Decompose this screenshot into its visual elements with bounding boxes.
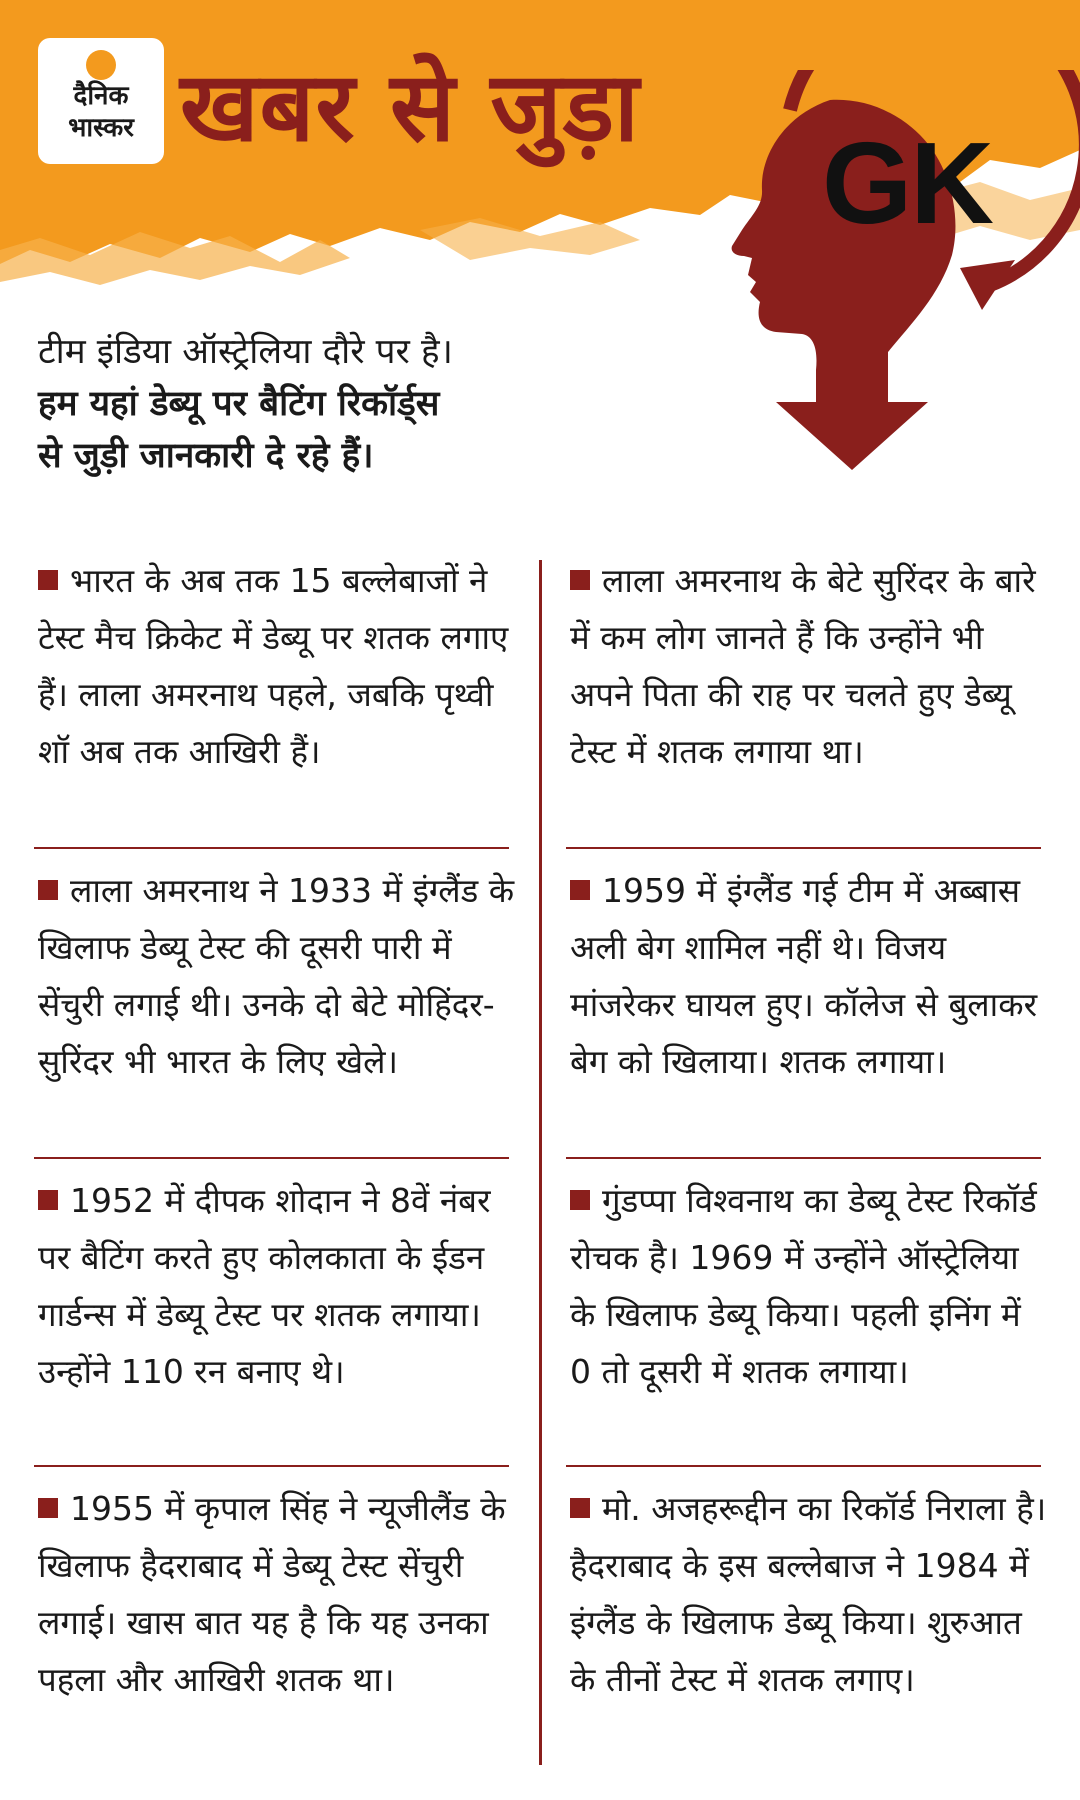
bullet-square-icon [570,1498,590,1518]
fact-text: गुंडप्पा विश्वनाथ का डेब्यू टेस्ट रिकॉर्ड रोचक है। 1969 में उन्होंने ऑस्ट्रेलिया के खिलाफ डेब्यू किया। पहली इनिंग में 0 तो दूसरी में शतक लगाया। [570,1181,1037,1391]
fact-separator [566,847,1041,849]
bullet-square-icon [38,880,58,900]
fact-left-1 [38,552,518,780]
fact-text: 1955 में कृपाल सिंह ने न्यूजीलैंड के खिलाफ हैदराबाद में डेब्यू टेस्ट सेंचुरी लगाई। खास बात यह है कि यह उनका पहला और आखिरी शतक था। [38,1489,506,1699]
fact-separator [566,1157,1041,1159]
intro-line-1: टीम इंडिया ऑस्ट्रेलिया दौरे पर है। [38,332,453,372]
fact-right-2 [570,862,1050,1090]
fact-separator [566,1465,1041,1467]
fact-separator [34,1157,509,1159]
fact-text: 1952 में दीपक शोदान ने 8वें नंबर पर बैटिंग करते हुए कोलकाता के ईडन गार्डन्स में डेब्यू टेस्ट पर शतक लगाया। उन्होंने 110 रन बनाए थे। [38,1181,491,1391]
fact-text: मो. अजहरूद्दीन का रिकॉर्ड निराला है। हैदराबाद के इस बल्लेबाज ने 1984 में इंग्लैंड के खिलाफ डेब्यू किया। शुरुआत के तीनों टेस्ट में शतक लगाए। [570,1489,1047,1699]
bullet-square-icon [38,570,58,590]
intro-text [38,326,598,482]
header-title: खबर से जुड़ा [180,51,640,163]
logo-sun-icon [86,50,116,80]
fact-separator [34,1465,509,1467]
bullet-square-icon [570,1190,590,1210]
fact-right-4 [570,1480,1050,1708]
fact-right-1 [570,552,1050,780]
column-divider [539,560,542,1765]
logo-text-line2: भास्कर [68,113,134,143]
bullet-square-icon [570,880,590,900]
fact-separator [34,847,509,849]
intro-line-3: से जुड़ी जानकारी दे रहे हैं। [38,436,374,476]
bullet-square-icon [38,1498,58,1518]
fact-left-4 [38,1480,518,1708]
dainik-bhaskar-logo [38,38,164,164]
fact-left-3 [38,1172,518,1400]
fact-left-2 [38,862,518,1090]
fact-text: लाला अमरनाथ के बेटे सुरिंदर के बारे में कम लोग जानते हैं कि उन्होंने भी अपने पिता की राह पर चलते हुए डेब्यू टेस्ट में शतक लगाया था। [570,561,1036,771]
fact-text: 1959 में इंग्लैंड गई टीम में अब्बास अली बेग शामिल नहीं थे। विजय मांजरेकर घायल हुए। कॉलेज से बुलाकर बेग को खिलाया। शतक लगाया। [570,871,1038,1081]
gk-badge: GK [822,118,992,248]
fact-right-3 [570,1172,1050,1400]
fact-text: लाला अमरनाथ ने 1933 में इंग्लैंड के खिलाफ डेब्यू टेस्ट की दूसरी पारी में सेंचुरी लगाई थी। उनके दो बेटे मोहिंदर-सुरिंदर भी भारत के लिए खेले। [38,871,515,1081]
fact-text: भारत के अब तक 15 बल्लेबाजों ने टेस्ट मैच क्रिकेट में डेब्यू पर शतक लगाए हैं। लाला अमरनाथ पहले, जबकि पृथ्वी शॉ अब तक आखिरी हैं। [38,561,509,771]
bullet-square-icon [38,1190,58,1210]
logo-text-line1: दैनिक [73,81,129,111]
bullet-square-icon [570,570,590,590]
intro-line-2: हम यहां डेब्यू पर बैटिंग रिकॉर्ड्स [38,384,440,424]
